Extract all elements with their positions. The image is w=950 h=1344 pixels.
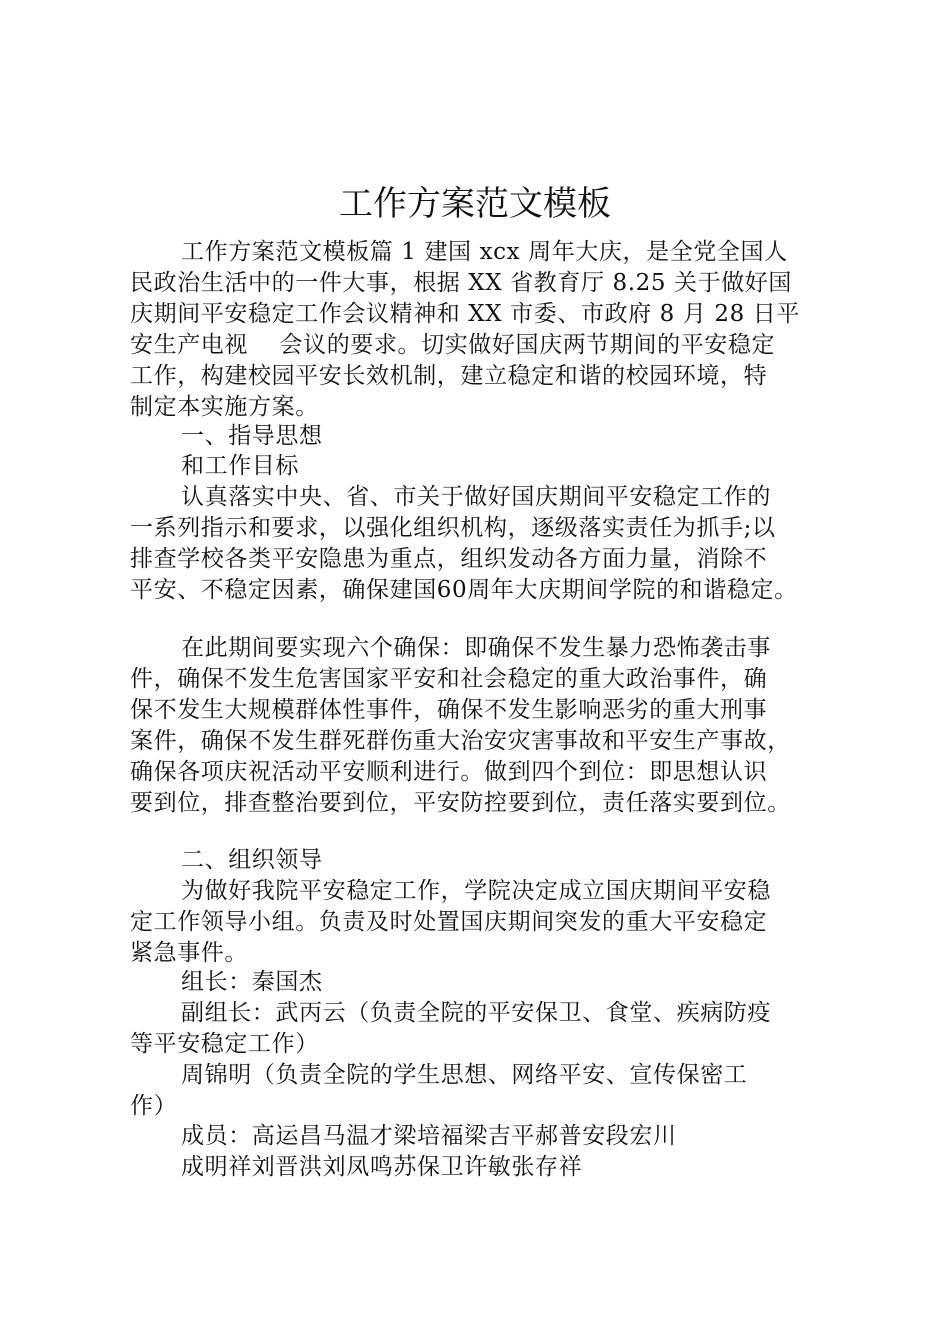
- paragraph-line: 副组长：武丙云（负责全院的平安保卫、食堂、疾病防疫: [181, 1000, 771, 1026]
- paragraph-line: 工作，构建校园平安长效机制，建立稳定和谐的校园环境，特: [130, 363, 768, 389]
- paragraph-line: 制定本实施方案。: [130, 394, 319, 420]
- paragraph-line: 成员：高运昌马温才梁培福梁吉平郝普安段宏川: [181, 1123, 677, 1149]
- paragraph-line: 庆期间平安稳定工作会议精神和 XX 市委、市政府 8 月 28 日平: [130, 301, 800, 327]
- paragraph-line: 定工作领导小组。负责及时处置国庆期间突发的重大平安稳定: [130, 909, 768, 935]
- paragraph-line: 在此期间要实现六个确保：即确保不发生暴力恐怖袭击事: [181, 635, 771, 661]
- document-title: 工作方案范文模板: [339, 184, 611, 224]
- paragraph-line: 认真落实中央、省、市关于做好国庆期间平安稳定工作的: [181, 484, 771, 510]
- paragraph-line: 成明祥刘晋洪刘凤鸣苏保卫许敏张存祥: [181, 1154, 583, 1180]
- paragraph-line: 为做好我院平安稳定工作，学院决定成立国庆期间平安稳: [181, 878, 771, 904]
- paragraph-line: 工作方案范文模板篇 1 建国 xcx 周年大庆，是全党全国人: [181, 239, 788, 265]
- paragraph-line: 排查学校各类平安隐患为重点，组织发动各方面力量，消除不: [130, 546, 768, 572]
- paragraph-line: 一系列指示和要求，以强化组织机构，逐级落实责任为抓手;以: [130, 515, 776, 541]
- section-heading: 一、指导思想: [181, 423, 323, 449]
- paragraph-line: 组长：秦国杰: [181, 969, 323, 995]
- paragraph-line: 紧急事件。: [130, 940, 248, 966]
- paragraph-line: 件，确保不发生危害国家平安和社会稳定的重大政治事件，确: [130, 666, 768, 692]
- paragraph-line: 要到位，排查整治要到位，平安防控要到位，责任落实要到位。: [130, 790, 791, 816]
- section-heading: 和工作目标: [181, 453, 299, 479]
- paragraph-line: 案件，确保不发生群死群伤重大治安灾害事故和平安生产事故，: [130, 728, 791, 754]
- paragraph-line: 作）: [130, 1093, 178, 1119]
- paragraph-line: 平安、不稳定因素，确保建国60周年大庆期间学院的和谐稳定。: [130, 577, 798, 603]
- paragraph-line: 等平安稳定工作）: [130, 1031, 319, 1057]
- paragraph-line: 保不发生大规模群体性事件，确保不发生影响恶劣的重大刑事: [130, 697, 768, 723]
- paragraph-line: 安生产电视 会议的要求。切实做好国庆两节期间的平安稳定: [130, 332, 776, 358]
- section-heading: 二、组织领导: [181, 847, 323, 873]
- paragraph-line: 周锦明（负责全院的学生思想、网络平安、宣传保密工: [181, 1062, 748, 1088]
- paragraph-line: 确保各项庆祝活动平安顺利进行。做到四个到位：即思想认识: [130, 759, 768, 785]
- paragraph-line: 民政治生活中的一件大事，根据 XX 省教育厅 8.25 关于做好国: [130, 270, 793, 296]
